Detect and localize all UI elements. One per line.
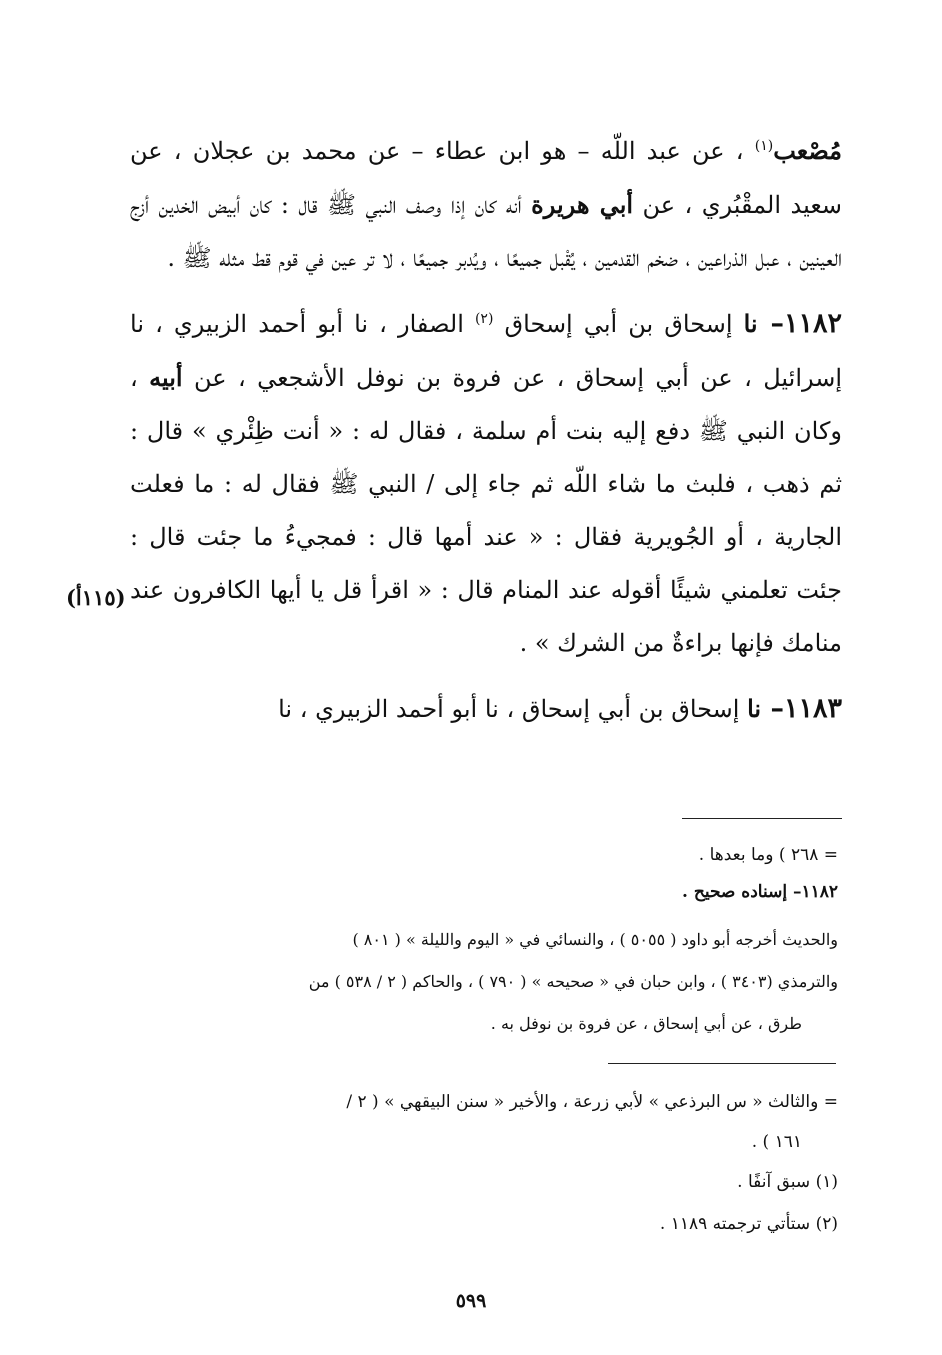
bold-term: مُصْعب	[773, 136, 842, 165]
text-run: إسحاق بن أبي إسحاق	[493, 310, 744, 338]
main-text	[130, 124, 842, 736]
footnote-takhrij-line: طرق ، عن أبي إسحاق ، عن فروة بن نوفل به .	[490, 1014, 802, 1033]
text-run: إسحاق بن أبي إسحاق ، نا أبو أحمد الزبيري ، نا	[278, 695, 748, 723]
paragraph	[130, 124, 842, 285]
footnote-ref: (١)	[754, 138, 774, 154]
footnote-grading: ١١٨٢– إسناده صحيح .	[682, 882, 838, 902]
bold-term: نا	[743, 309, 758, 338]
footnote-separator	[682, 818, 842, 819]
text-run: ، عن عبد اللّه – هو ابن عطاء – عن محمد بن عجلان ، عن سعيد المقْبُري ، عن	[130, 137, 843, 219]
footnote-ref: (٢)	[474, 311, 494, 327]
footnote-1: (١) سبق آنفًا .	[737, 1172, 838, 1192]
hadith-number: ١١٨٣–	[761, 693, 842, 724]
paragraph	[130, 682, 842, 736]
page-number: ٥٩٩	[455, 1290, 487, 1312]
footnote-continuation: = والثالث « س البرذعي » لأبي زرعة ، والأخير « سنن البيقهي » ( ٢ /	[346, 1092, 838, 1112]
text-run: أنه كان إذا وصف النبي ﷺ قال : كان أبيض الخدين أزج العينين ، عبل الذراعين ، ضخم القدمين ، يُقْبل جميعًا ، ويُدبر جميعًا ، لا تر عين في قوم قط مثله ﷺ .	[130, 191, 842, 272]
paragraph	[130, 297, 842, 670]
footnote-takhrij-line: والحديث أخرجه أبو داود ( ٥٠٥٥ ) ، والنسائي في « اليوم والليلة » ( ٨٠١ )	[352, 930, 838, 949]
manuscript-folio-marker: (١١٥أ)	[66, 585, 126, 610]
footnote-continuation: = ٢٦٨ ) وما بعدها .	[698, 845, 838, 865]
text-run: ، وكان النبي ﷺ دفع إليه بنت أم سلمة ، فقال له : « أنت ظِئْري » قال : ثم ذهب ، فلبث ما شاء اللّه ثم جاء إلى / النبي ﷺ فقال له : ما فعلت الجارية ، أو الجُويرية فقال : « عند أمها قال : فمجيءُ ما جئت قال : جئت تعلمني شيئًا أقوله عند المنام قال : « اقرأ قل يا أيها الكافرون عند منامك فإنها براءةٌ من الشرك » .	[130, 364, 842, 657]
bold-term: أبيه	[149, 363, 183, 392]
footnote-takhrij-line: والترمذي (٣٤٠٣ ) ، وابن حبان في « صحيحه » ( ٧٩٠ ) ، والحاكم ( ٢ / ٥٣٨ ) من	[308, 972, 838, 991]
footnote-separator	[608, 1063, 836, 1064]
footnote-2: (٢) ستأتي ترجمته ١١٨٩ .	[659, 1214, 838, 1234]
bold-term: نا	[747, 694, 762, 723]
text-run: الصفار ، نا أبو أحمد الزبيري ، نا إسرائيل ، عن أبي إسحاق ، عن فروة بن نوفل الأشجعي ، عن	[130, 310, 843, 392]
bold-term: أبي هريرة	[531, 190, 634, 219]
hadith-number: ١١٨٢–	[757, 308, 842, 339]
footnote-continuation: ١٦١ ) .	[751, 1132, 802, 1152]
